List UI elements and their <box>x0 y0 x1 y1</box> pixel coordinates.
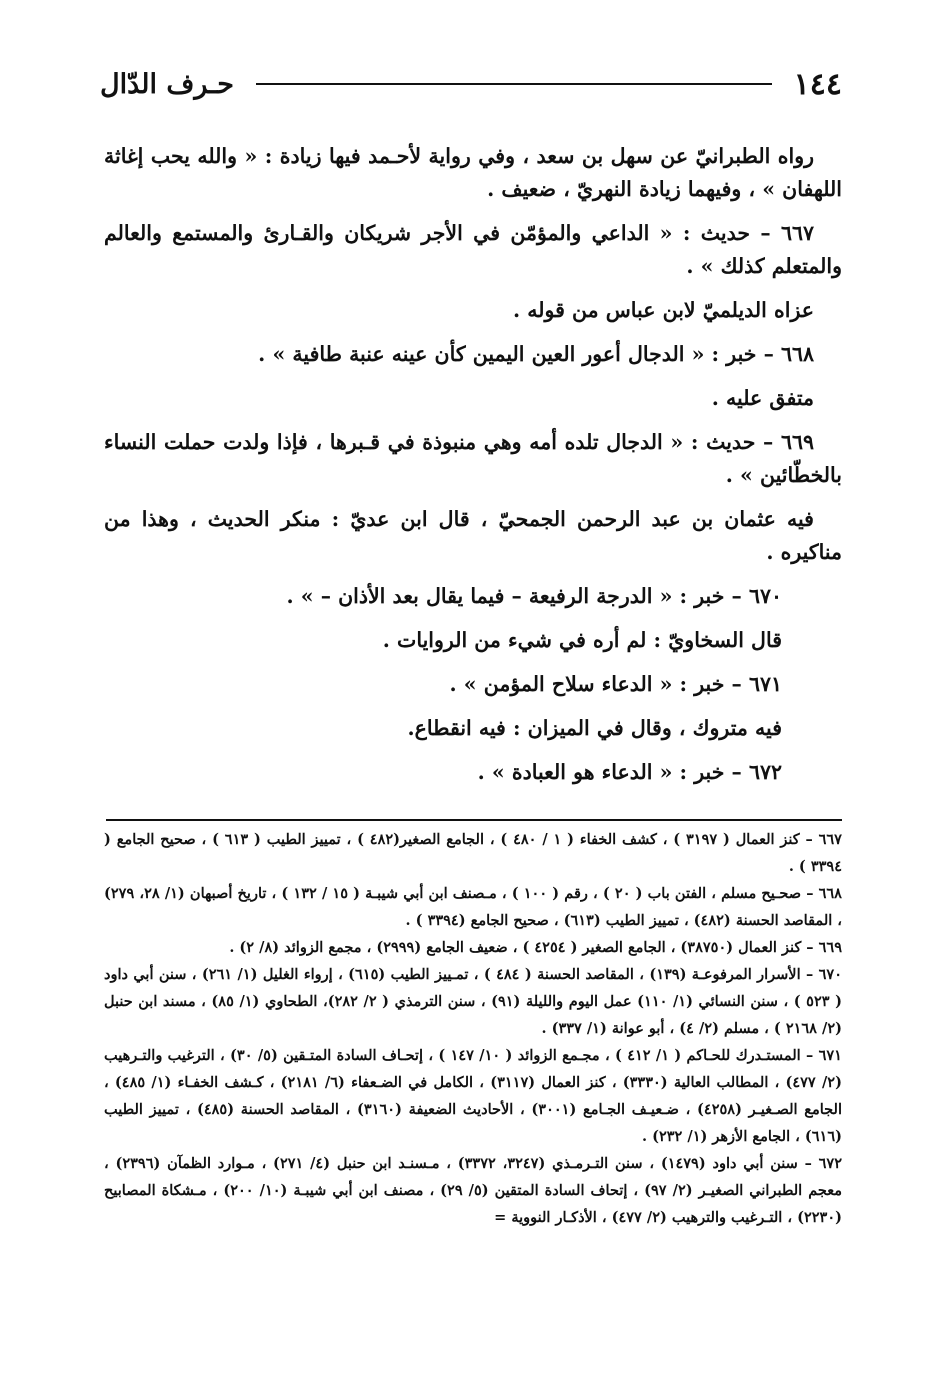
paragraph: رواه الطبرانيّ عن سهل بن سعد ، وفي رواية لأحـمد فيها زيادة : « والله يحب إغاثة اللهفان » ، وفيهما زيادة النهريّ ، ضعيف . <box>104 144 842 201</box>
paragraph: فيه عثمان بن عبد الرحمن الجمحيّ ، قال ابن عديّ : منكر الحديث ، وهذا من مناكيره . <box>104 507 842 564</box>
paragraph: متفق عليه . <box>711 386 814 410</box>
hadith-669: ٦٦٩ – حديث : « الدجال تلده أمه وهي منبوذة في قـبرها ، فإذا ولدت حملت النساء بالخطّائين » . <box>104 430 842 487</box>
section-title: حـرف الدّال <box>100 68 234 100</box>
hadith-667: ٦٦٧ – حديث : « الداعي والمؤمّن في الأجر شريكان والقـارئ والمستمع والعالم والمتعلم كذلك » . <box>104 221 842 278</box>
paragraph: فيه متروك ، وقال في الميزان : فيه انقطاع. <box>407 716 782 740</box>
header-rule <box>256 83 772 85</box>
hadith-672: ٦٧٢ – خبر : « الدعاء هو العبادة » . <box>477 760 782 784</box>
hadith-668: ٦٦٨ – خبر : « الدجال أعور العين اليمين كأن عينه عنبة طافية » . <box>258 342 814 366</box>
footnote-669: ٦٦٩ – كنز العمال (٣٨٧٥٠) ، الجامع الصغير ( ٤٢٥٤ ) ، ضعيف الجامع (٢٩٩٩) ، مجمع الزوائد (٨/ ٢) . <box>229 939 842 956</box>
paragraph: عزاه الديلميّ لابن عباس من قوله . <box>513 298 814 322</box>
footnote-670: ٦٧٠ – الأسرار المرفوعـة (١٣٩) ، المقاصد الحسنة ( ٤٨٤ ) ، تمـييز الطيب (٦١٥) ، إرواء الغليل (١/ ٢٦١) ، سنن أبي داود ( ٥٢٣ ) ، سنن النسائي (١/ ١١٠) عمل اليوم والليلة (٩١) ، سنن الترمذي ( ٢/ ٢٨٢)، الطحاوي (١/ ٨٥) ، مسند ابن حنبل (٢/ ٢١٦٨ ) ، مسلم (٢/ ٤) ، أبو عوانة (١/ ٣٣٧) . <box>104 966 842 1037</box>
page-header <box>100 62 842 106</box>
page-number: ١٤٤ <box>793 66 842 102</box>
footnote-668: ٦٦٨ – صحـيح مسلم ، الفتن باب ( ٢٠ ) ، رقم ( ١٠٠ ) ، مـصنف ابن أبي شيبـة ( ١٥ / ١٣٢ ) ، تاريخ أصبهان (١/ ٢٨، ٢٧٩) ، المقاصد الحسنة (٤٨٢) ، تمييز الطيب (٦١٣) ، صحيح الجامع (٣٣٩٤ ) . <box>104 885 842 929</box>
paragraph: قال السخاويّ : لم أره في شيء من الروايات . <box>382 628 782 652</box>
hadith-671: ٦٧١ – خبر : « الدعاء سلاح المؤمن » . <box>449 672 782 696</box>
footnote-671: ٦٧١ – المستـدرك للحـاكم ( ١/ ٤١٢ ) ، مجـمع الزوائد ( ١٠/ ١٤٧ ) ، إتحـاف السادة المتـقين (٥/ ٣٠) ، الترغيب والتـرهيب (٢/ ٤٧٧) ، المطالب العالية (٣٣٣٠) ، كنز العمال (٣١١٧) ، الكامل في الضـعفاء (٦/ ٢١٨١) ، كـشف الخفـاء (١/ ٤٨٥) ، الجامع الصـغيـر (٤٢٥٨) ، ضـعيـف الجـامع (٣٠٠١) ، الأحاديث الضعيفة (٣١٦٠) ، المقاصد الحسنة (٤٨٥) ، تمييز الطيب (٦١٦) ، الجامع الأزهر (١/ ٢٣٢) . <box>104 1047 842 1145</box>
footnotes <box>104 826 842 1231</box>
hadith-670: ٦٧٠ – خبر : « الدرجة الرفيعة – فيما يقال بعد الأذان – » . <box>286 584 782 608</box>
footnote-672: ٦٧٢ – سنن أبي داود (١٤٧٩) ، سنن التـرمـذي (٣٢٤٧، ٣٣٧٢) ، مـسنـد ابن حنبل (٤/ ٢٧١) ، مـوارد الظمآن (٢٣٩٦) ، معجم الطبراني الصغيـر (٢/ ٩٧) ، إتحاف السادة المتقين (٥/ ٢٩) ، مصنف ابن أبي شيبـة (١٠/ ٢٠٠) ، مـشكاة المصابيح (٢٢٣٠) ، التـرغيب والترهيب (٢/ ٤٧٧) ، الأذكـار النووية = <box>104 1155 843 1226</box>
footnote-667: ٦٦٧ – كنز العمال ( ٣١٩٧ ) ، كشف الخفاء ( ١ / ٤٨٠ ) ، الجامع الصغير(٤٨٢ ) ، تمييز الطيب ( ٦١٣ ) ، صحيح الجامع ( ٣٣٩٤ ) . <box>104 831 842 875</box>
main-text <box>104 140 842 800</box>
footnote-separator <box>106 819 842 821</box>
